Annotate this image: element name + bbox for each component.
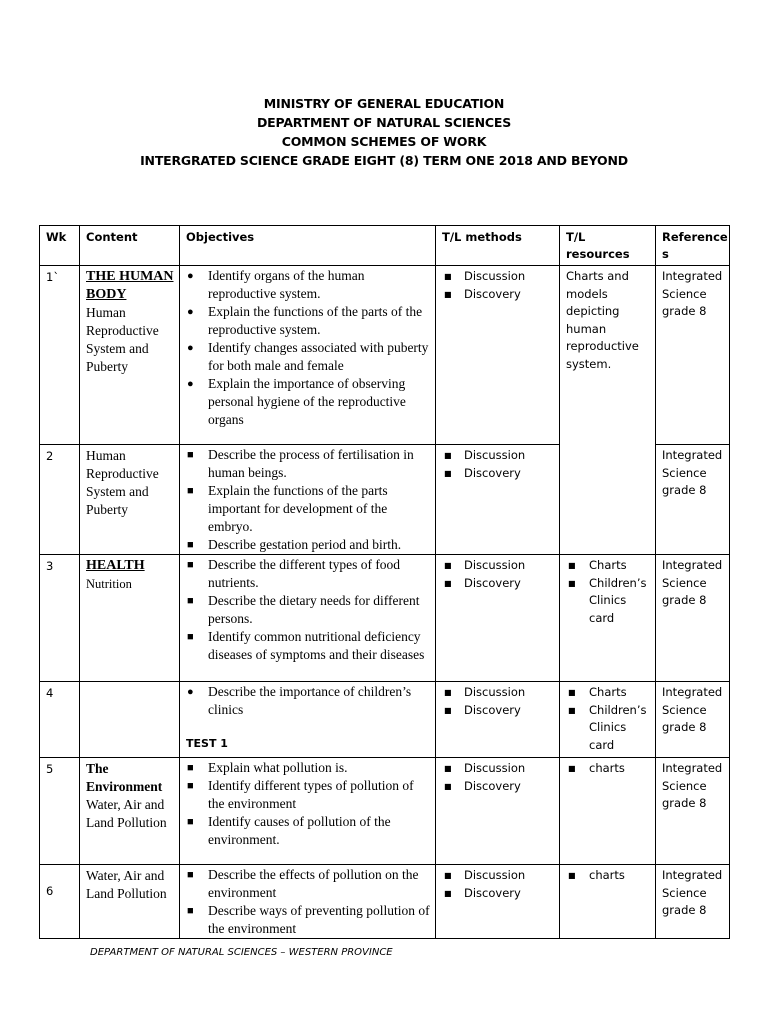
resources-cell (560, 865, 656, 939)
method-item: ■ Discovery (442, 465, 556, 483)
square-bullet-icon: ■ (187, 631, 194, 643)
resources-cell (560, 682, 656, 758)
square-bullet-icon: ■ (568, 561, 576, 570)
objective-item: ■ Describe gestation period and birth. (187, 537, 402, 552)
objectives-cell (180, 758, 436, 865)
table-header-row (40, 226, 730, 266)
methods-cell (436, 445, 560, 555)
table-row (40, 266, 730, 445)
square-bullet-icon: ■ (568, 871, 576, 880)
objective-item: ● Explain the functions of the parts of the reproductive system. (187, 304, 423, 337)
topic-title: THE HUMAN BODY (86, 269, 174, 302)
content-cell (80, 555, 180, 682)
square-bullet-icon: ■ (187, 559, 194, 571)
objectives-cell (180, 266, 436, 445)
method-item: ■ Discovery (442, 286, 556, 304)
method-item: ■ Discussion (442, 557, 556, 575)
square-bullet-icon: ■ (568, 705, 576, 715)
bullet-icon: ● (187, 686, 194, 698)
content-cell (80, 758, 180, 865)
square-bullet-icon: ■ (187, 762, 194, 774)
square-bullet-icon: ■ (444, 468, 452, 478)
objective-item: ● Identify changes associated with puberty for both male and female (187, 340, 429, 373)
square-bullet-icon: ■ (444, 289, 452, 299)
square-bullet-icon: ■ (187, 905, 194, 917)
references-cell: Integrated Science grade 8 (656, 682, 730, 758)
resources-cell (560, 266, 656, 555)
week-number: 3 (40, 555, 80, 682)
resource-item: ■ Children’s Clinics card (568, 702, 647, 752)
table-row (40, 682, 730, 758)
content-text: Human Reproductive System and Puberty (86, 305, 159, 374)
objective-item: ● Describe the importance of children’s clinics (187, 684, 412, 717)
square-bullet-icon: ■ (568, 688, 576, 697)
square-bullet-icon: ■ (187, 485, 194, 497)
week-number: 4 (40, 682, 80, 758)
references-cell: Integrated Science grade 8 (656, 266, 730, 445)
topic-title: HEALTH (86, 558, 145, 573)
square-bullet-icon: ■ (444, 871, 452, 880)
bullet-icon: ● (187, 378, 194, 390)
objective-item: ● Explain the importance of observing personal hygiene of the reproductive organs (187, 376, 406, 427)
square-bullet-icon: ■ (444, 272, 452, 281)
objectives-cell (180, 555, 436, 682)
objective-item: ■ Describe the different types of food nutrients. (187, 557, 401, 590)
header-department: DEPARTMENT OF NATURAL SCIENCES (256, 115, 512, 130)
method-item: ■ Discussion (442, 867, 556, 885)
resource-item: ■ Charts (566, 557, 652, 575)
content-text: Nutrition (86, 577, 132, 591)
header-scheme: COMMON SCHEMES OF WORK (281, 134, 487, 149)
method-item: ■ Discovery (442, 575, 556, 593)
week-number: 5 (40, 758, 80, 865)
content-text: Water, Air and Land Pollution (86, 797, 167, 830)
resource-item: ■ charts (566, 867, 652, 885)
methods-cell (436, 758, 560, 865)
references-cell: Integrated Science grade 8 (656, 555, 730, 682)
square-bullet-icon: ■ (444, 578, 452, 588)
content-cell (80, 682, 180, 758)
square-bullet-icon: ■ (444, 561, 452, 570)
header-references: Reference s (656, 226, 730, 266)
resources-cell (560, 758, 656, 865)
header-methods: T/L methods (436, 226, 560, 266)
content-text: Water, Air and Land Pollution (86, 868, 167, 901)
methods-cell (436, 865, 560, 939)
square-bullet-icon: ■ (187, 595, 194, 607)
page-footer: DEPARTMENT OF NATURAL SCIENCES – WESTERN PROVINCE (90, 947, 393, 958)
objectives-cell (180, 865, 436, 939)
method-item: ■ Discussion (442, 760, 556, 778)
square-bullet-icon: ■ (568, 578, 576, 588)
objective-item: ■ Identify different types of pollution of the environment (187, 778, 414, 811)
table-row (40, 865, 730, 939)
test-label: TEST 1 (186, 737, 228, 750)
square-bullet-icon: ■ (444, 705, 452, 715)
square-bullet-icon: ■ (187, 780, 194, 792)
references-cell: Integrated Science grade 8 (656, 758, 730, 865)
content-cell (80, 266, 180, 445)
method-item: ■ Discussion (442, 268, 556, 286)
objective-item: ■ Explain what pollution is. (187, 760, 348, 775)
header-content: Content (80, 226, 180, 266)
header-objectives: Objectives (180, 226, 436, 266)
square-bullet-icon: ■ (444, 781, 452, 791)
resource-item: ■ Charts (566, 684, 652, 702)
objective-item: ● Identify organs of the human reproductive system. (187, 268, 365, 301)
table-row (40, 555, 730, 682)
methods-cell (436, 555, 560, 682)
objective-item: ■ Identify causes of pollution of the environment. (187, 814, 391, 847)
header-week: Wk (40, 226, 80, 266)
header-ministry: MINISTRY OF GENERAL EDUCATION (263, 96, 505, 111)
objective-item: ■ Identify common nutritional deficiency diseases of symptoms and their diseases (187, 629, 425, 662)
resource-item: ■ charts (566, 760, 652, 778)
bullet-icon: ● (187, 342, 194, 354)
week-number: 2 (40, 445, 80, 555)
topic-title: The Environment (86, 761, 163, 794)
week-number: 1` (40, 266, 80, 445)
square-bullet-icon: ■ (187, 539, 194, 551)
square-bullet-icon: ■ (444, 688, 452, 697)
objective-item: ■ Describe the process of fertilisation in human beings. (187, 447, 414, 480)
square-bullet-icon: ■ (187, 816, 194, 828)
methods-cell (436, 266, 560, 445)
method-item: ■ Discussion (442, 684, 556, 702)
resources-cell (560, 555, 656, 682)
document-header (0, 94, 768, 170)
objectives-cell (180, 682, 436, 758)
resource-item: ■ Children’s Clinics card (568, 575, 647, 625)
references-cell: Integrated Science grade 8 (656, 865, 730, 939)
square-bullet-icon: ■ (187, 869, 194, 881)
method-item: ■ Discovery (442, 885, 556, 903)
content-cell (80, 865, 180, 939)
bullet-icon: ● (187, 270, 194, 282)
content-text: Human Reproductive System and Puberty (86, 448, 159, 517)
table-row (40, 758, 730, 865)
bullet-icon: ● (187, 306, 194, 318)
method-item: ■ Discovery (442, 702, 556, 720)
content-cell (80, 445, 180, 555)
methods-cell (436, 682, 560, 758)
schemes-of-work-table (39, 225, 730, 939)
header-resources: T/L resources (560, 226, 656, 266)
square-bullet-icon: ■ (187, 449, 194, 461)
method-item: ■ Discovery (442, 778, 556, 796)
objective-item: ■ Explain the functions of the parts important for development of the embryo. (187, 483, 388, 534)
method-item: ■ Discussion (442, 447, 556, 465)
square-bullet-icon: ■ (444, 451, 452, 460)
header-subject: INTERGRATED SCIENCE GRADE EIGHT (8) TERM ONE 2018 AND BEYOND (140, 153, 628, 168)
square-bullet-icon: ■ (568, 764, 576, 773)
resources-text: Charts and models depicting human reproductive system. (566, 269, 639, 371)
objective-item: ■ Describe the effects of pollution on the environment (187, 867, 419, 900)
square-bullet-icon: ■ (444, 764, 452, 773)
objective-item: ■ Describe ways of preventing pollution of the environment (187, 903, 430, 936)
objective-item: ■ Describe the dietary needs for different persons. (187, 593, 420, 626)
references-cell: Integrated Science grade 8 (656, 445, 730, 555)
week-number: 6 (40, 865, 80, 939)
objectives-cell (180, 445, 436, 555)
square-bullet-icon: ■ (444, 888, 452, 898)
